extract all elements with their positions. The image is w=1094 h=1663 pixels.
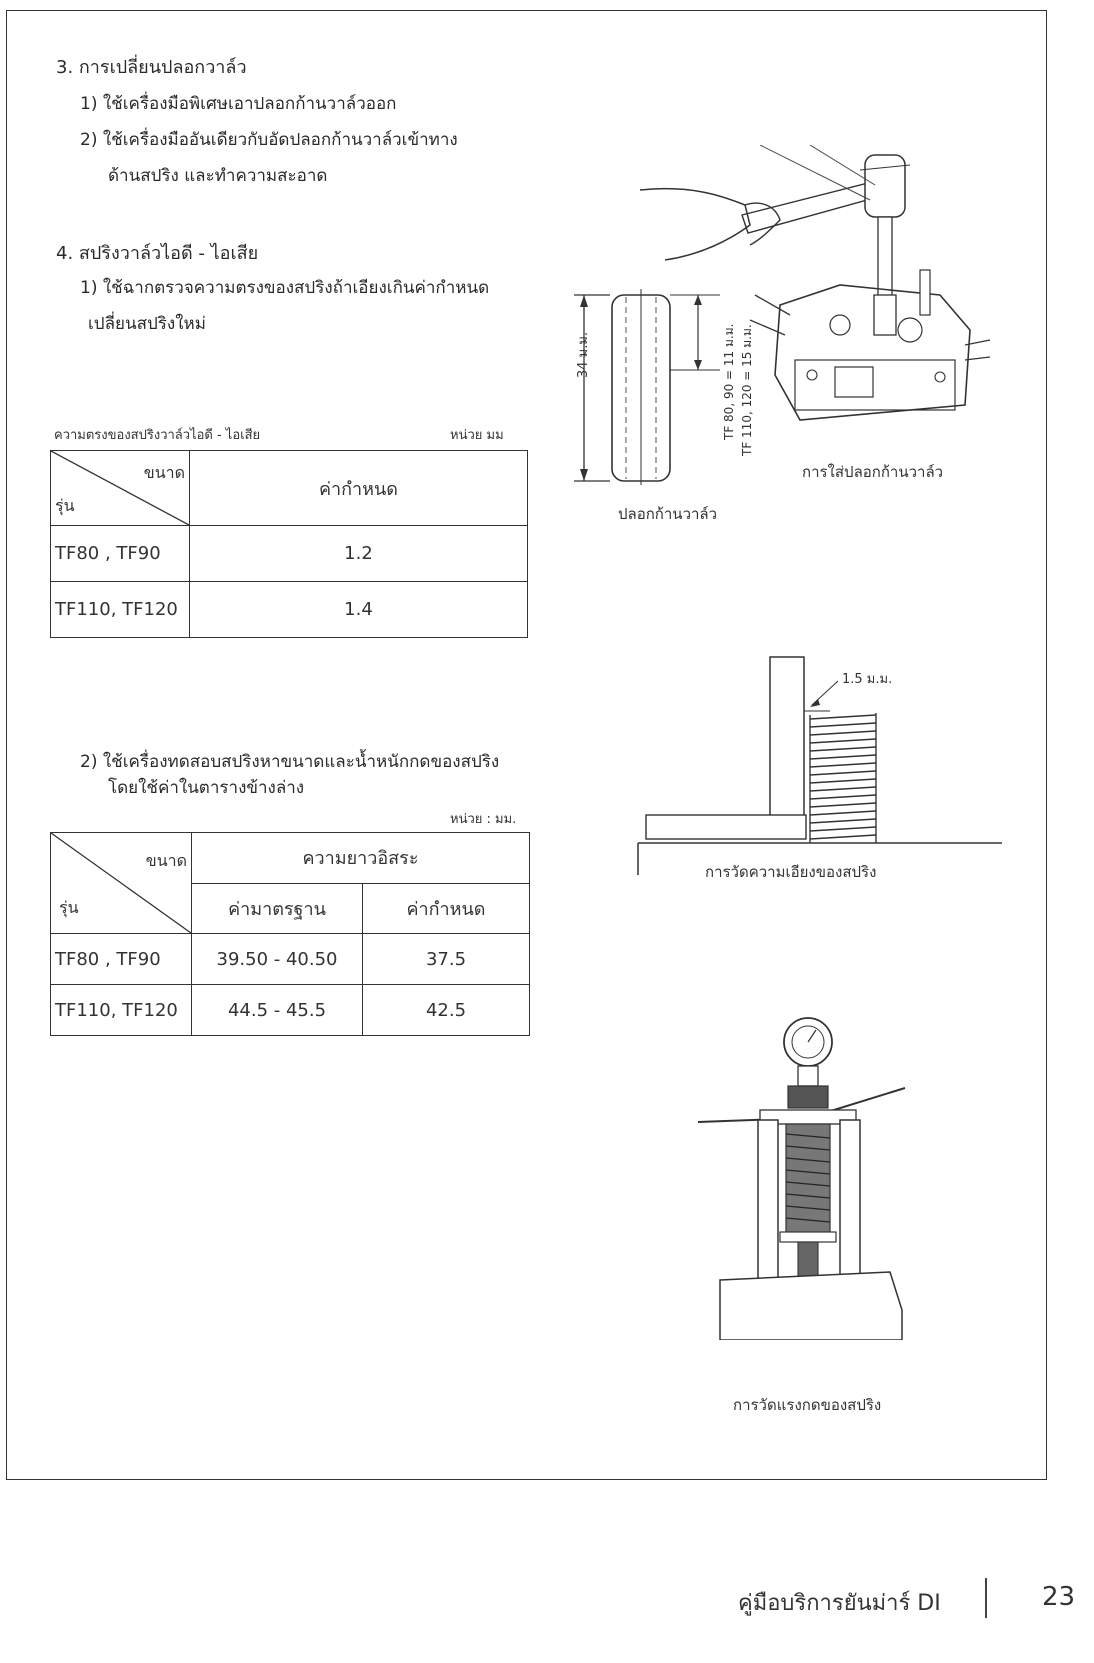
tester-caption: การวัดแรงกดของสปริง: [733, 1396, 882, 1414]
guide-dim-2: TF 110, 120 = 15 ม.ม.: [740, 324, 754, 456]
row-model: TF110, TF120: [51, 582, 190, 638]
install-caption: การใส่ปลอกก้านวาล์ว: [802, 463, 944, 481]
section-4-title: 4. สปริงวาล์วไอดี - ไอเสีย: [56, 243, 259, 264]
header-standard: ค่ามาตรฐาน: [192, 883, 363, 934]
header-value: ค่ากำหนด: [190, 451, 528, 526]
diagonal-header-cell: [51, 451, 190, 526]
row-model: TF80 , TF90: [51, 934, 192, 985]
table-2-unit: หน่วย : มม.: [450, 812, 517, 827]
row-limit: 37.5: [363, 934, 530, 985]
row-limit: 42.5: [363, 985, 530, 1036]
square-caption: การวัดความเอียงของสปริง: [705, 863, 877, 881]
footer-title: คู่มือบริการยันม่าร์ DI: [738, 1591, 941, 1616]
section-4-step-1: 1) ใช้ฉากตรวจความตรงของสปริงถ้าเอียงเกินค่ากำหนด: [80, 278, 490, 298]
tilt-value-label: 1.5 ม.ม.: [842, 672, 893, 687]
guide-length-label: 34 ม.ม.: [576, 331, 591, 378]
guide-install-figure: [630, 145, 1010, 455]
header-size: ขนาด: [145, 851, 187, 870]
guide-dim-1: TF 80, 90 = 11 ม.ม.: [722, 323, 736, 440]
page-number: 23: [1042, 1582, 1076, 1612]
section-4-step-2-cont: โดยใช้ค่าในตารางข้างล่าง: [108, 778, 305, 798]
table-row: [51, 582, 528, 638]
header-limit: ค่ากำหนด: [363, 883, 530, 934]
row-standard: 39.50 - 40.50: [192, 934, 363, 985]
section-3-step-2: 2) ใช้เครื่องมืออันเดียวกับอัดปลอกก้านวาล์วเข้าทาง: [80, 130, 458, 150]
section-3-step-1: 1) ใช้เครื่องมือพิเศษเอาปลอกก้านวาล์วออก: [80, 94, 397, 114]
row-value: 1.4: [190, 582, 528, 638]
row-standard: 44.5 - 45.5: [192, 985, 363, 1036]
guide-caption: ปลอกก้านวาล์ว: [618, 505, 718, 523]
section-4-step-1-cont: เปลี่ยนสปริงใหม่: [88, 314, 206, 334]
table-row: [51, 934, 530, 985]
table-row: [51, 985, 530, 1036]
header-model: รุ่น: [59, 898, 79, 917]
spring-square-figure: [630, 655, 1010, 875]
header-model: รุ่น: [55, 496, 75, 515]
free-length-table: [50, 832, 530, 1036]
header-free-length: ความยาวอิสระ: [192, 833, 530, 884]
table-1-unit: หน่วย มม: [450, 428, 504, 443]
diagonal-header-cell: [51, 833, 192, 934]
header-size: ขนาด: [143, 463, 185, 482]
footer-divider: [985, 1578, 987, 1618]
row-model: TF110, TF120: [51, 985, 192, 1036]
table-1-caption: ความตรงของสปริงวาล์วไอดี - ไอเสีย: [54, 428, 261, 443]
table-row: [51, 526, 528, 582]
row-model: TF80 , TF90: [51, 526, 190, 582]
section-3-step-2-cont: ด้านสปริง และทำความสะอาด: [108, 166, 328, 186]
section-3-title: 3. การเปลี่ยนปลอกวาล์ว: [56, 57, 247, 78]
spring-tester-figure: [690, 1010, 920, 1340]
spring-straightness-table: [50, 450, 528, 638]
row-value: 1.2: [190, 526, 528, 582]
section-4-step-2: 2) ใช้เครื่องทดสอบสปริงหาขนาดและน้ำหนักกดของสปริง: [80, 752, 500, 772]
